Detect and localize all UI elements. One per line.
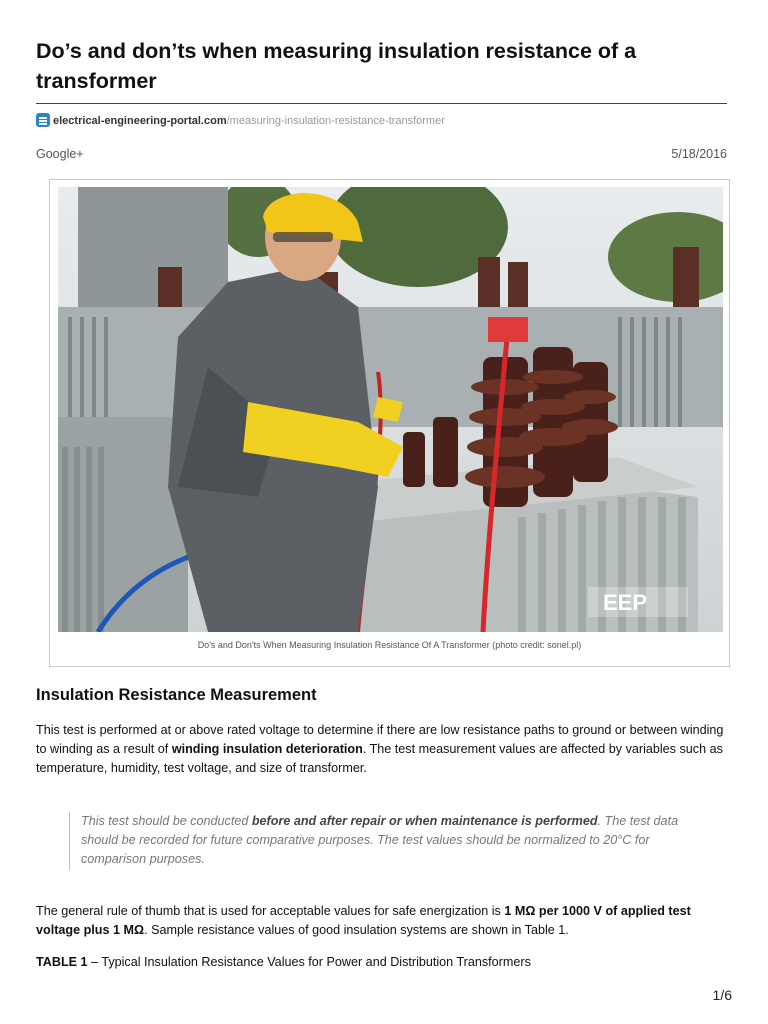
quote-text-b: . The test data should be recorded for future comparative purposes. The test values should be normalized to 20°C for comparison purposes. — [81, 814, 679, 866]
quote-text-a: This test should be conducted — [81, 814, 252, 828]
p2-text-b: . Sample resistance values of good insulation systems are shown in Table 1. — [144, 923, 569, 937]
quote-bold: before and after repair or when maintenance is performed — [251, 814, 598, 828]
title-divider — [36, 103, 727, 104]
table-title: – Typical Insulation Resistance Values for Power and Distribution Transformers — [87, 955, 531, 969]
table-label — [36, 953, 531, 972]
article-figure — [49, 179, 730, 667]
article-title: Do’s and don’ts when measuring insulation resistance of a transformer — [36, 39, 637, 93]
figure-caption: Do's and Don'ts When Measuring Insulation Resistance Of A Transformer (photo credit: sonel.pl) — [197, 640, 582, 650]
transformer-photo — [58, 187, 723, 632]
paragraph-1 — [36, 721, 736, 778]
paragraph-2 — [36, 902, 736, 940]
section-heading: Insulation Resistance Measurement — [36, 686, 317, 704]
publish-date: 5/18/2016 — [671, 147, 727, 161]
blockquote — [69, 812, 699, 870]
table-label-bold: TABLE 1 — [36, 955, 88, 969]
document-icon — [36, 113, 50, 127]
eep-watermark: EEP — [603, 590, 648, 615]
page-indicator: 1/6 — [712, 987, 732, 1003]
p1-bold: winding insulation deterioration — [171, 742, 363, 756]
photo-illustration — [58, 187, 723, 632]
source-path[interactable]: /measuring-insulation-resistance-transformer — [226, 115, 445, 127]
source-domain[interactable]: electrical-engineering-portal.com — [53, 115, 227, 127]
p1-text-b: . The test measurement values are affected by variables such as temperature, humidity, test voltage, and size of transformer. — [36, 742, 723, 775]
source-link[interactable] — [36, 113, 445, 129]
p1-text-a: This test is performed at or above rated voltage to determine if there are low resistance paths to ground or between winding to winding as a result of — [36, 723, 724, 756]
p2-text-a: The general rule of thumb that is used for acceptable values for safe energization is — [36, 904, 505, 918]
p2-bold: 1 MΩ per 1000 V of applied test voltage plus 1 MΩ — [36, 904, 691, 937]
share-label: Google+ — [36, 147, 84, 161]
